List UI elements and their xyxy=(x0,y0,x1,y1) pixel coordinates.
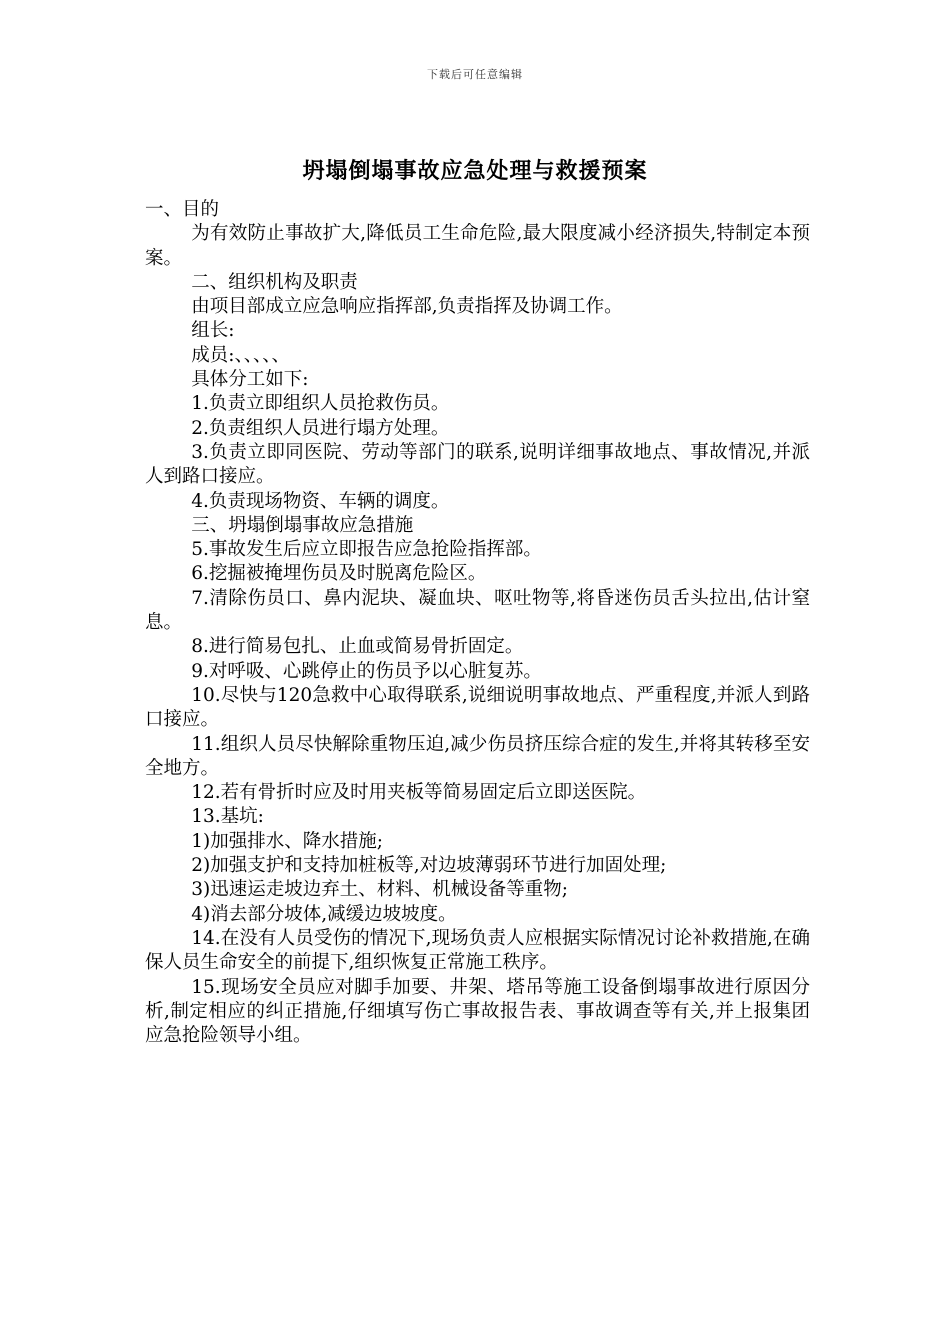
body-paragraph: 3.负责立即同医院、劳动等部门的联系,说明详细事故地点、事故情况,并派人到路口接应。 xyxy=(145,441,810,488)
body-paragraph: 为有效防止事故扩大,降低员工生命危险,最大限度减小经济损失,特制定本预案。 xyxy=(145,223,810,269)
body-paragraph: 一、目的 xyxy=(145,199,220,220)
body-paragraph: 1.负责立即组织人员抢救伤员。 xyxy=(191,393,450,415)
body-paragraph: 4)消去部分坡体,减缓边坡坡度。 xyxy=(191,903,457,925)
body-paragraph: 10.尽快与120急救中心取得联系,说细说明事故地点、严重程度,并派人到路口接应。 xyxy=(145,684,810,731)
body-paragraph: 13.基坑: xyxy=(191,806,264,828)
body-paragraph: 3)迅速运走坡边弃土、材料、机械设备等重物; xyxy=(191,879,568,901)
document-title: 坍塌倒塌事故应急处理与救援预案 xyxy=(302,158,648,184)
body-paragraph: 2)加强支护和支持加桩板等,对边坡薄弱环节进行加固处理; xyxy=(191,855,667,877)
body-paragraph: 14.在没有人员受伤的情况下,现场负责人应根据实际情况讨论补救措施,在确保人员生命安全的前提下,组织恢复正常施工秩序。 xyxy=(145,927,810,974)
body-paragraph: 1)加强排水、降水措施; xyxy=(191,830,383,852)
body-paragraph: 具体分工如下: xyxy=(191,369,309,391)
body-paragraph: 5.事故发生后应立即报告应急抢险指挥部。 xyxy=(191,539,542,561)
document-body xyxy=(145,198,810,1048)
body-paragraph: 2.负责组织人员进行塌方处理。 xyxy=(191,417,450,439)
body-paragraph: 12.若有骨折时应及时用夹板等简易固定后立即送医院。 xyxy=(191,782,647,804)
body-paragraph: 6.挖掘被掩埋伤员及时脱离危险区。 xyxy=(191,563,487,585)
body-paragraph: 二、组织机构及职责 xyxy=(191,271,358,293)
body-paragraph: 三、坍塌倒塌事故应急措施 xyxy=(191,514,414,536)
page-header-note: 下载后可任意编辑 xyxy=(427,68,523,81)
body-paragraph: 7.清除伤员口、鼻内泥块、凝血块、呕吐物等,将昏迷伤员舌头拉出,估计窒息。 xyxy=(145,587,810,634)
body-paragraph: 15.现场安全员应对脚手加要、井架、塔吊等施工设备倒塌事故进行原因分析,制定相应的纠正措施,仔细填写伤亡事故报告表、事故调查等有关,并上报集团应急抢险领导小组。 xyxy=(145,976,810,1047)
body-paragraph: 9.对呼吸、心跳停止的伤员予以心脏复苏。 xyxy=(191,660,542,682)
body-paragraph: 11.组织人员尽快解除重物压迫,减少伤员挤压综合症的发生,并将其转移至安全地方。 xyxy=(145,733,810,779)
body-paragraph: 成员:、、、、、 xyxy=(191,344,290,366)
body-paragraph: 4.负责现场物资、车辆的调度。 xyxy=(191,490,450,512)
body-paragraph: 组长: xyxy=(191,320,235,342)
body-paragraph: 由项目部成立应急响应指挥部,负责指挥及协调工作。 xyxy=(191,296,623,318)
body-paragraph: 8.进行简易包扎、止血或简易骨折固定。 xyxy=(191,636,524,658)
